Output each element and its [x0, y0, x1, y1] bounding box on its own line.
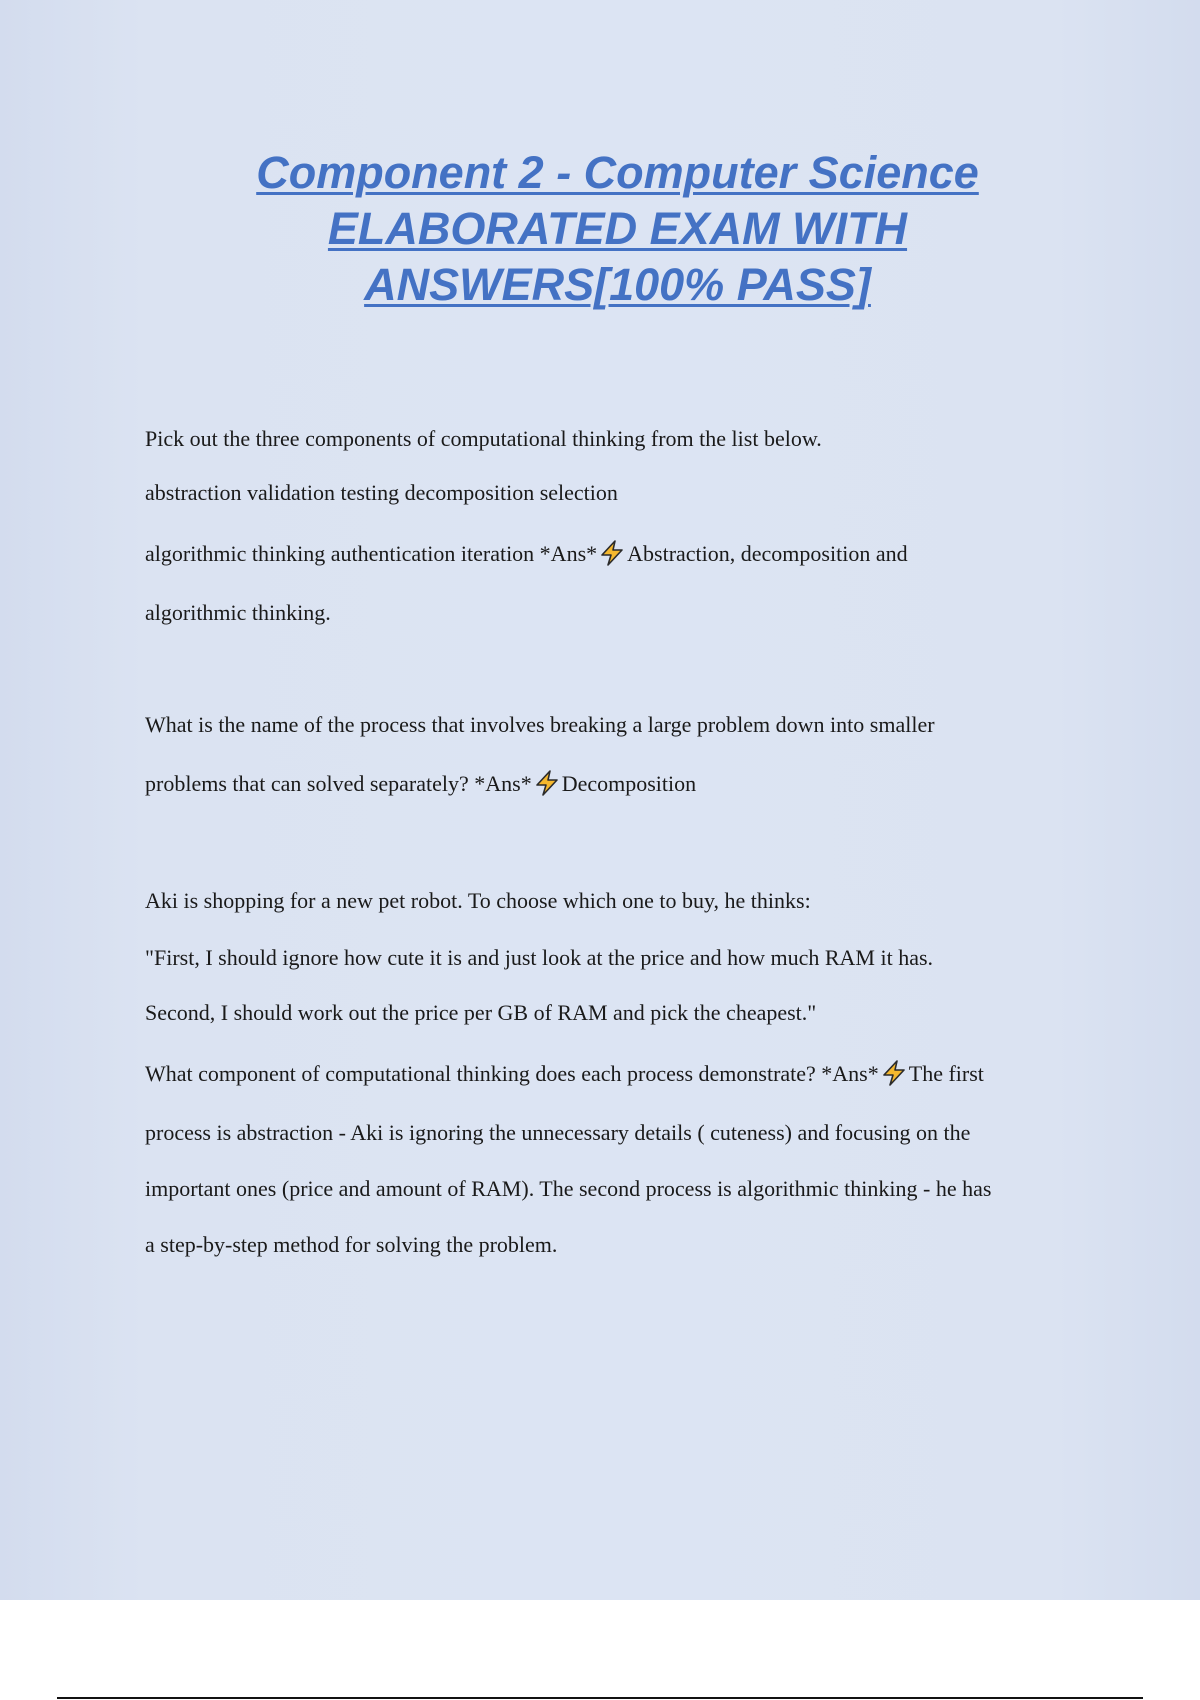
q3-answer-line-3: important ones (price and amount of RAM). The second process is algorithmic thinking - he has: [145, 1176, 992, 1201]
q1-answer-line-2: algorithmic thinking.: [145, 600, 331, 625]
title-line-2: ELABORATED EXAM WITH: [327, 203, 908, 254]
q3-answer-line-4: a step-by-step method for solving the problem.: [145, 1232, 558, 1257]
q1-question-line-1: Pick out the three components of computational thinking from the list below.: [145, 426, 822, 451]
footer-divider: [57, 1697, 1143, 1699]
q3-answer-start: The first: [908, 1061, 984, 1086]
q3-question-line-2: "First, I should ignore how cute it is and just look at the price and how much RAM it has.: [145, 945, 934, 970]
q1-answer: Abstraction, decomposition and: [627, 541, 908, 566]
q1-question-tail: algorithmic thinking authentication iteration *Ans*: [145, 541, 598, 566]
q2-answer: Decomposition: [561, 771, 697, 796]
q2-question-line-2: [145, 770, 696, 797]
q2-question-tail: problems that can solved separately? *Ans*: [145, 771, 532, 796]
q1-question-line-3: [145, 540, 908, 567]
q3-question-line-4: [145, 1060, 984, 1087]
q3-answer-line-2: process is abstraction - Aki is ignoring the unnecessary details ( cuteness) and focusing on the: [145, 1120, 971, 1145]
title-line-3: ANSWERS[100% PASS]: [364, 259, 871, 310]
q3-question-tail: What component of computational thinking does each process demonstrate? *Ans*: [145, 1061, 879, 1086]
document-title: [140, 145, 1095, 313]
q1-question-line-2: abstraction validation testing decomposition selection: [145, 480, 618, 505]
title-line-1: Component 2 - Computer Science: [256, 147, 979, 198]
lightning-bolt-icon: [533, 770, 561, 796]
lightning-bolt-icon: [880, 1060, 908, 1086]
q3-question-line-3: Second, I should work out the price per GB of RAM and pick the cheapest.": [145, 1000, 817, 1025]
q2-question-line-1: What is the name of the process that involves breaking a large problem down into smaller: [145, 712, 935, 737]
q3-question-line-1: Aki is shopping for a new pet robot. To choose which one to buy, he thinks:: [145, 888, 811, 913]
lightning-bolt-icon: [598, 540, 626, 566]
